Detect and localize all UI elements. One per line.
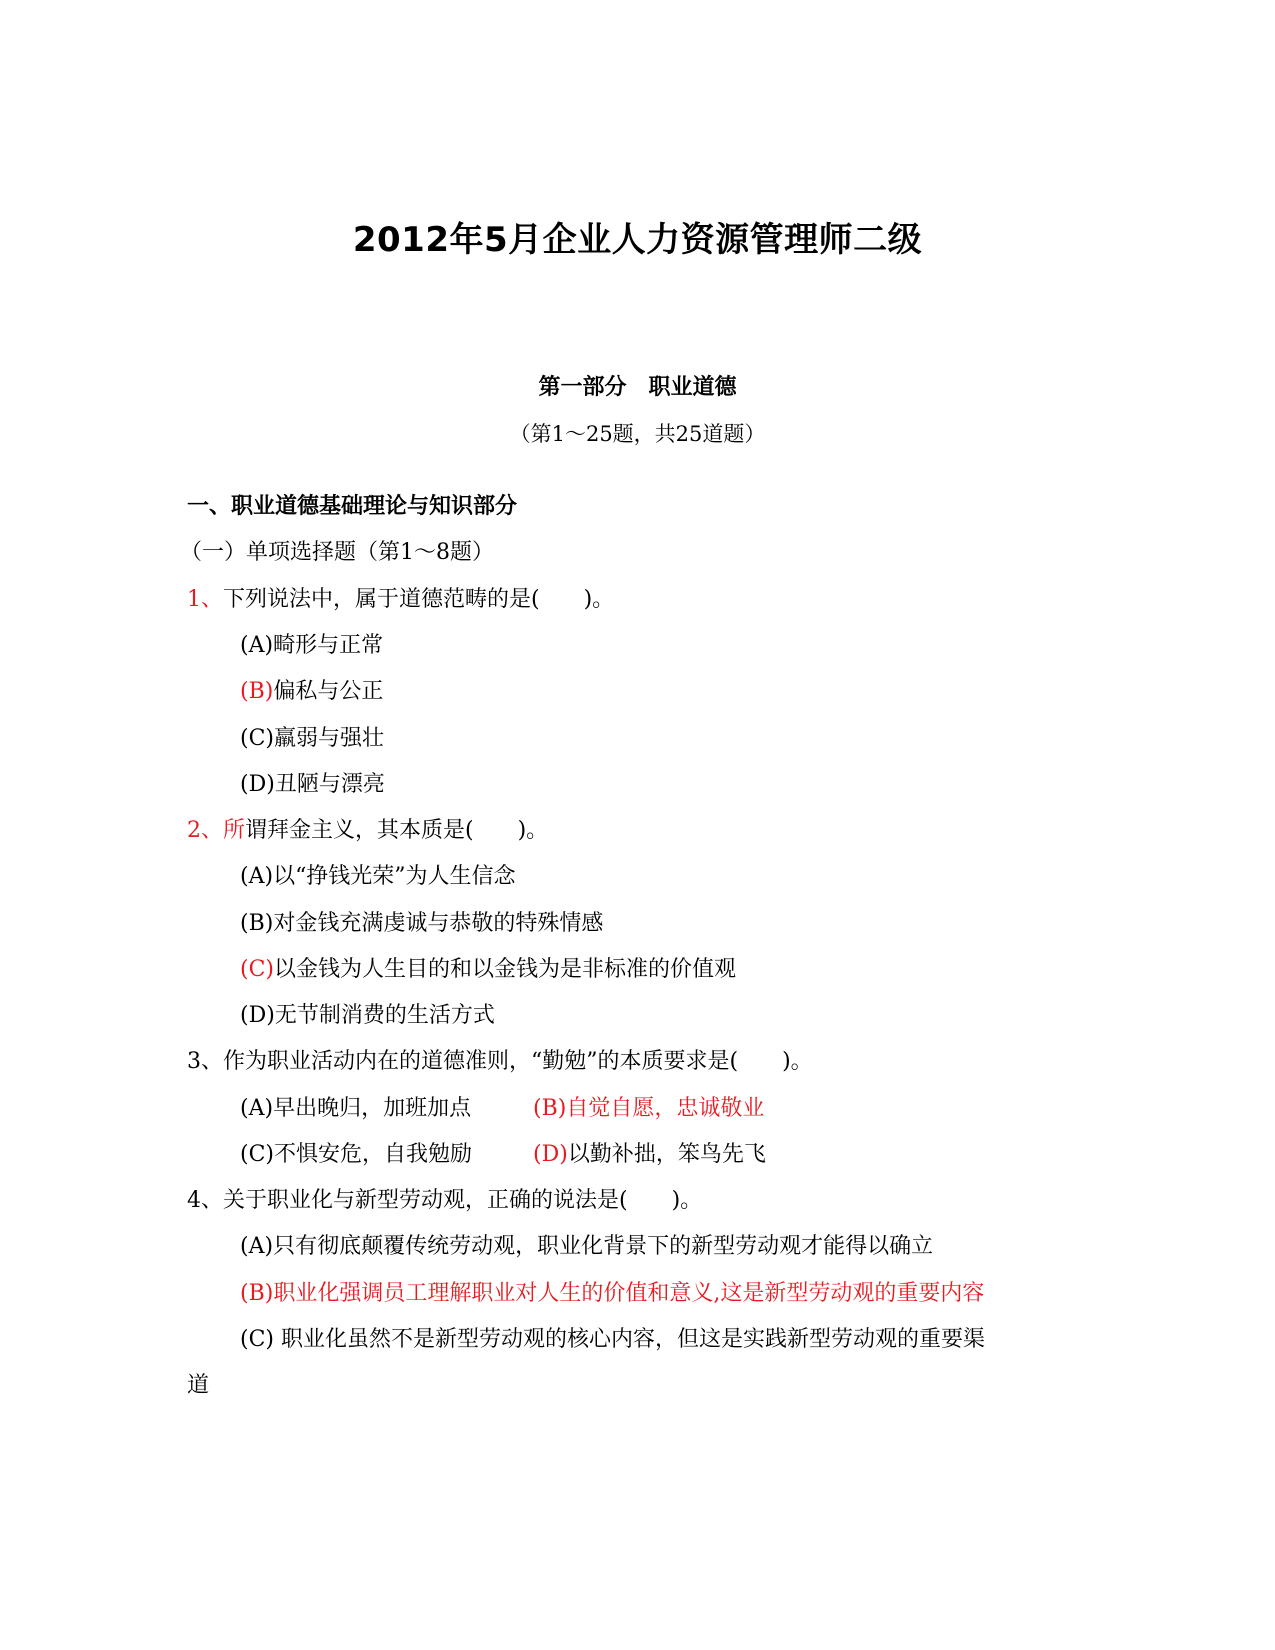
- document-title: 2012年5月企业人力资源管理师二级: [352, 220, 923, 260]
- option-label: (D): [240, 772, 275, 797]
- option-text: 不惧安危，自我勉励: [274, 1142, 473, 1167]
- option-label: (B): [240, 679, 274, 704]
- option-label: (C): [240, 726, 274, 751]
- option-text: 偏私与公正: [273, 679, 384, 704]
- option-text: 畸形与正常: [273, 633, 384, 658]
- question-number: 2、: [187, 818, 223, 843]
- option-text: 以金钱为人生目的和以金钱为是非标准的价值观: [274, 957, 737, 982]
- question-stem: 谓拜金主义，其本质是( )。: [245, 818, 549, 843]
- option-3d: [533, 1140, 766, 1170]
- option-2d: [240, 1001, 495, 1031]
- option-text: 只有彻底颠覆传统劳动观，职业化背景下的新型劳动观才能得以确立: [273, 1234, 934, 1259]
- option-label: (A): [240, 633, 274, 658]
- option-label: (C): [240, 1327, 274, 1352]
- section-heading: 一、职业道德基础理论与知识部分: [187, 494, 518, 519]
- options-3-row-1: [240, 1094, 765, 1124]
- option-label: (A): [240, 864, 274, 889]
- question-stem-highlight: 所: [223, 818, 246, 843]
- option-2b: [240, 909, 603, 939]
- option-text: 道: [187, 1373, 210, 1398]
- option-4a: [240, 1232, 933, 1262]
- option-text: 职业化虽然不是新型劳动观的核心内容，但这是实践新型劳动观的重要渠: [274, 1327, 985, 1352]
- question-3: [187, 1047, 813, 1077]
- option-label: (D): [533, 1142, 568, 1167]
- question-number: 4、: [187, 1188, 223, 1213]
- option-text: 羸弱与强壮: [274, 726, 385, 751]
- option-text: 无节制消费的生活方式: [274, 1003, 495, 1028]
- option-label: (A): [240, 1234, 274, 1259]
- question-4: [187, 1186, 702, 1216]
- option-text: 丑陋与漂亮: [274, 772, 385, 797]
- option-label: (B): [240, 1281, 274, 1306]
- option-2c: [240, 955, 736, 985]
- part-title: 第一部分 职业道德: [538, 375, 737, 400]
- question-stem: 关于职业化与新型劳动观，正确的说法是( )。: [223, 1188, 703, 1213]
- option-label: (B): [533, 1096, 567, 1121]
- option-3c: [240, 1142, 472, 1167]
- option-text: 以“挣钱光荣”为人生信念: [273, 864, 516, 889]
- option-label: (A): [240, 1096, 274, 1121]
- option-text: 对金钱充满虔诚与恭敬的特殊情感: [273, 911, 604, 936]
- question-1: [187, 585, 614, 615]
- option-label: (D): [240, 1003, 275, 1028]
- section-subheading: （一）单项选择题（第1～8题）: [180, 540, 494, 565]
- option-text: 早出晚归，加班加点: [273, 1096, 472, 1121]
- option-1c: [240, 724, 384, 754]
- option-text: 自觉自愿，忠诚敬业: [566, 1096, 765, 1121]
- option-1a: [240, 631, 383, 661]
- question-number: 1、: [187, 587, 223, 612]
- option-text: 以勤补拙，笨鸟先飞: [567, 1142, 766, 1167]
- option-label: (B): [240, 911, 274, 936]
- option-1b: [240, 677, 383, 707]
- option-3a: [240, 1096, 471, 1121]
- option-label: (C): [240, 957, 274, 982]
- option-4b: [240, 1279, 984, 1309]
- question-number: 3、: [187, 1049, 223, 1074]
- options-3-row-2: [240, 1140, 766, 1170]
- option-4c: [240, 1325, 985, 1355]
- option-4c-continuation: [187, 1371, 209, 1401]
- question-2: [187, 816, 548, 846]
- part-subtitle: （第1～25题，共25道题）: [509, 422, 766, 446]
- option-3b: [533, 1094, 764, 1124]
- option-1d: [240, 770, 385, 800]
- option-text: 职业化强调员工理解职业对人生的价值和意义,这是新型劳动观的重要内容: [273, 1281, 985, 1306]
- question-stem: 下列说法中，属于道德范畴的是( )。: [223, 587, 615, 612]
- option-2a: [240, 862, 516, 892]
- question-stem: 作为职业活动内在的道德准则，“勤勉”的本质要求是( )。: [223, 1049, 813, 1074]
- option-label: (C): [240, 1142, 274, 1167]
